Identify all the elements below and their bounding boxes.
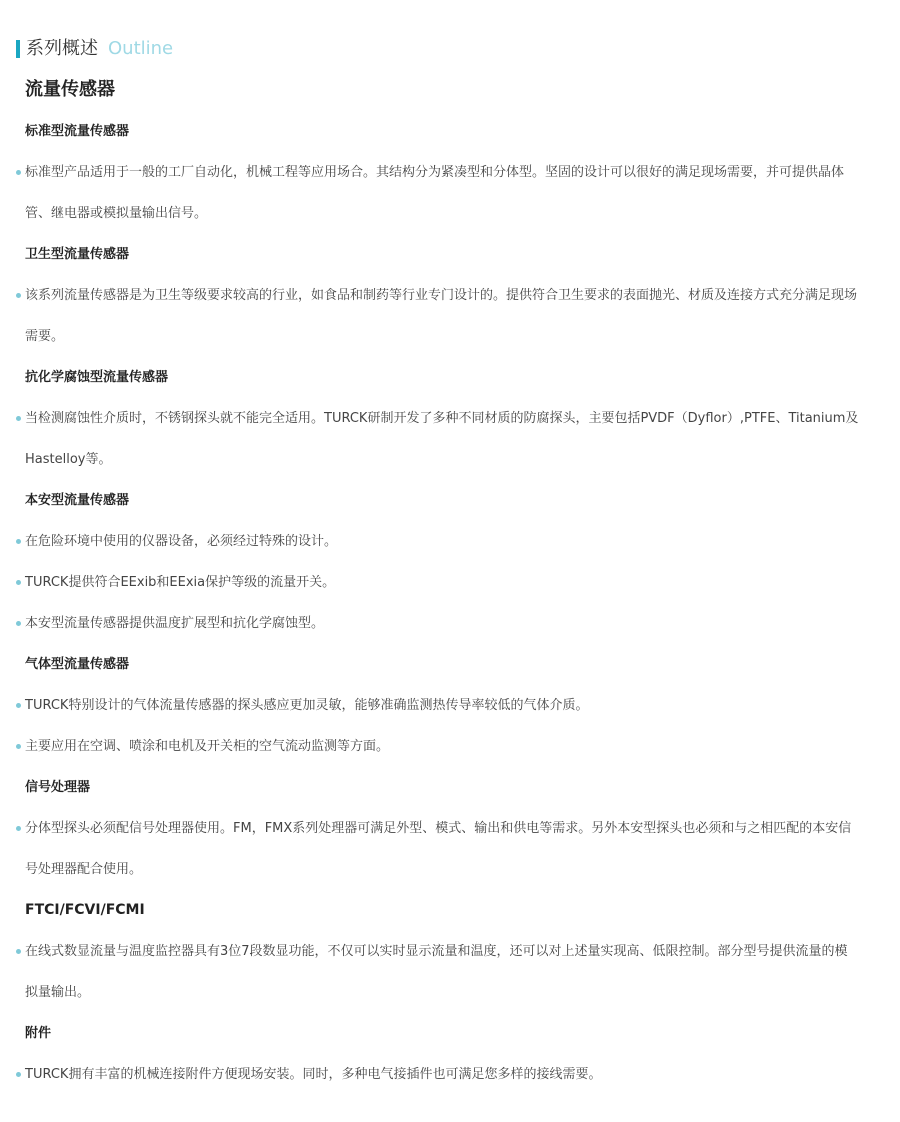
bullet-dot [16,703,21,708]
sub-title-ftci: FTCI/FCVI/FCMI [25,902,145,918]
page-title: 流量传感器 [25,79,115,100]
list-item: 在危险环境中使用的仪器设备，必须经过特殊的设计。 [25,521,860,562]
sub-title-accessories: 附件 [25,1026,52,1041]
section-title-cn: 系列概述 [26,38,98,59]
bullet-dot [16,416,21,421]
bullet-dot [16,826,21,831]
header-accent-bar [16,40,20,58]
bullet-dot [16,949,21,954]
list-item: 主要应用在空调、喷涂和电机及开关柜的空气流动监测等方面。 [25,726,860,767]
sub-title-standard: 标准型流量传感器 [25,124,130,139]
list-item: 分体型探头必须配信号处理器使用。FM，FMX系列处理器可满足外型、模式、输出和供电等需求。另外本安型探头也必须和与之相匹配的本安信号处理器配合使用。 [25,808,860,890]
sub-title-sanitary: 卫生型流量传感器 [25,247,130,262]
bullet-dot [16,293,21,298]
bullet-dot [16,1072,21,1077]
list-item: TURCK拥有丰富的机械连接附件方便现场安装。同时，多种电气接插件也可满足您多样的接线需要。 [25,1054,860,1095]
list-item: 在线式数显流量与温度监控器具有3位7段数显功能，不仅可以实时显示流量和温度，还可以对上述量实现高、低限控制。部分型号提供流量的模拟量输出。 [25,931,860,1013]
list-item: TURCK提供符合EExib和EExia保护等级的流量开关。 [25,562,860,603]
sub-title-anticorrosion: 抗化学腐蚀型流量传感器 [25,370,169,385]
section-title-en: Outline [108,38,174,59]
list-item: 标准型产品适用于一般的工厂自动化，机械工程等应用场合。其结构分为紧凑型和分体型。坚固的设计可以很好的满足现场需要，并可提供晶体管、继电器或模拟量输出信号。 [25,152,860,234]
sub-title-gas: 气体型流量传感器 [25,657,130,672]
sub-title-signal-processor: 信号处理器 [25,780,91,795]
bullet-dot [16,170,21,175]
bullet-dot [16,744,21,749]
list-item: 当检测腐蚀性介质时，不锈钢探头就不能完全适用。TURCK研制开发了多种不同材质的防腐探头，主要包括PVDF（Dyflor）,PTFE、Titanium及Hastelloy等。 [25,398,860,480]
section-header [16,38,173,60]
list-item: 本安型流量传感器提供温度扩展型和抗化学腐蚀型。 [25,603,860,644]
sub-title-intrinsic-safety: 本安型流量传感器 [25,493,130,508]
bullet-dot [16,580,21,585]
list-item: TURCK特别设计的气体流量传感器的探头感应更加灵敏，能够准确监测热传导率较低的气体介质。 [25,685,860,726]
bullet-dot [16,539,21,544]
list-item: 该系列流量传感器是为卫生等级要求较高的行业，如食品和制药等行业专门设计的。提供符合卫生要求的表面抛光、材质及连接方式充分满足现场需要。 [25,275,860,357]
bullet-dot [16,621,21,626]
